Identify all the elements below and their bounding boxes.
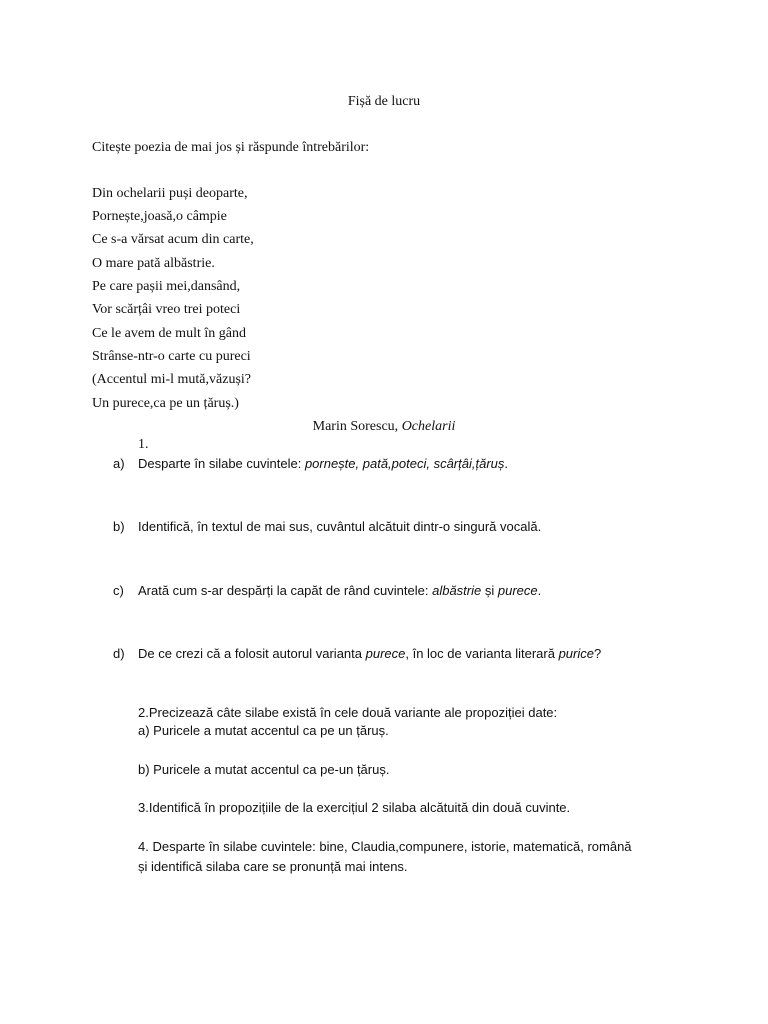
item-marker: b) bbox=[113, 519, 125, 534]
page-title: Fișă de lucru bbox=[347, 94, 421, 109]
poem-line: (Accentul mi-l mută,văzuși? bbox=[92, 372, 251, 387]
poem-line: Ce s-a vărsat acum din carte, bbox=[92, 232, 254, 247]
poem-line: Pornește,joasă,o câmpie bbox=[92, 209, 227, 224]
poem-line: O mare pată albăstrie. bbox=[92, 256, 215, 271]
exercise-4-line-2: și identifică silaba care se pronunță mai intens. bbox=[138, 859, 408, 874]
poem-line: Pe care pașii mei,dansând, bbox=[92, 279, 241, 294]
poem-author: Marin Sorescu, bbox=[312, 419, 402, 434]
poem-attribution bbox=[0, 419, 768, 436]
item-marker: c) bbox=[113, 583, 124, 598]
poem-work-title: Ochelarii bbox=[401, 419, 456, 434]
item-text: Identifică, în textul de mai sus, cuvântul alcătuit dintr-o singură vocală. bbox=[138, 519, 542, 534]
exercise-4-line-1: 4. Desparte în silabe cuvintele: bine, Claudia,compunere, istorie, matematică, română bbox=[138, 839, 632, 854]
item-marker: a) bbox=[113, 456, 125, 471]
exercise-3-text: 3.Identifică în propozițiile de la exercițiul 2 silaba alcătuită din două cuvinte. bbox=[138, 800, 571, 815]
item-text: Desparte în silabe cuvintele: pornește, pată,poteci, scârțâi,țăruș. bbox=[138, 456, 509, 471]
poem-line: Un purece,ca pe un țăruș.) bbox=[92, 396, 239, 411]
item-marker: d) bbox=[113, 646, 125, 661]
exercise-2-variant-b: b) Puricele a mutat accentul ca pe-un țăruș. bbox=[138, 762, 390, 777]
item-text: De ce crezi că a folosit autorul varianta purece, în loc de varianta literară purice? bbox=[138, 646, 602, 661]
poem-line: Vor scărțâi vreo trei poteci bbox=[92, 302, 241, 317]
exercise-2-text: 2.Precizează câte silabe există în cele două variante ale propoziției date: bbox=[138, 705, 558, 720]
poem-line: Ce le avem de mult în gând bbox=[92, 326, 246, 341]
exercise-1-number: 1. bbox=[138, 437, 149, 452]
item-text: Arată cum s-ar despărți la capăt de rând cuvintele: albăstrie și purece. bbox=[138, 583, 542, 598]
instruction-text: Citește poezia de mai jos și răspunde întrebărilor: bbox=[92, 140, 370, 155]
exercise-2-variant-a: a) Puricele a mutat accentul ca pe un țăruș. bbox=[138, 723, 389, 738]
poem-line: Strânse-ntr-o carte cu pureci bbox=[92, 349, 251, 364]
poem-line: Din ochelarii puși deoparte, bbox=[92, 186, 248, 201]
